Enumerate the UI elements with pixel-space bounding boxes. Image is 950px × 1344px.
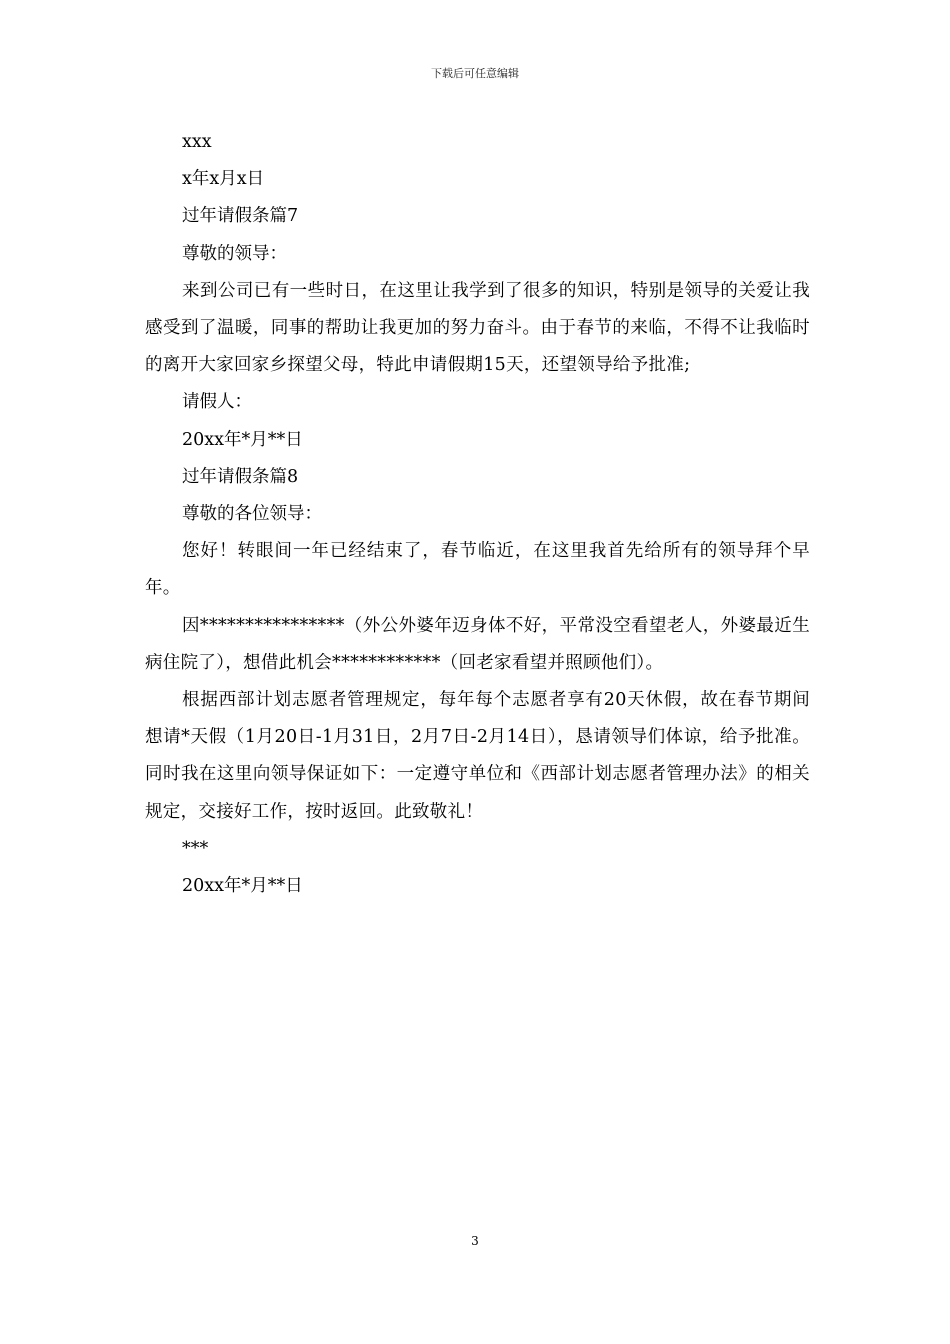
paragraph: 根据西部计划志愿者管理规定，每年每个志愿者享有20天休假，故在春节期间想请*天假（1月20日-1月31日，2月7日-2月14日），恳请领导们体谅，给予批准。同时我在这里向领导保证如下：一定遵守单位和《西部计划志愿者管理办法》的相关规定，交接好工作，按时返回。此致敬礼！ [145,689,810,822]
page-header: 下载后可任意编辑 [431,67,519,80]
paragraph: 因****************（外公外婆年迈身体不好，平常没空看望老人，外婆最近生病住院了），想借此机会************（回老家看望并照顾他们）。 [145,615,810,673]
date-line: 20xx年*月**日 [182,875,303,896]
section-title-7: 过年请假条篇7 [182,206,299,227]
signature: *** [182,838,209,859]
sender-name: xxx [182,132,212,152]
salutation: 尊敬的领导： [182,243,287,264]
applicant-label: 请假人： [182,392,252,413]
paragraph: 您好！转眼间一年已经结束了，春节临近，在这里我首先给所有的领导拜个早年。 [145,541,810,599]
document-body [145,124,810,905]
date-line: x年x月x日 [182,169,265,190]
salutation: 尊敬的各位领导： [182,503,322,524]
paragraph: 来到公司已有一些时日，在这里让我学到了很多的知识，特别是领导的关爱让我感受到了温暖，同事的帮助让我更加的努力奋斗。由于春节的来临，不得不让我临时的离开大家回家乡探望父母，特此申请假期15天，还望领导给予批准; [145,280,810,376]
page-number: 3 [471,1234,479,1248]
section-title-8: 过年请假条篇8 [182,466,299,487]
date-line: 20xx年*月**日 [182,429,303,450]
